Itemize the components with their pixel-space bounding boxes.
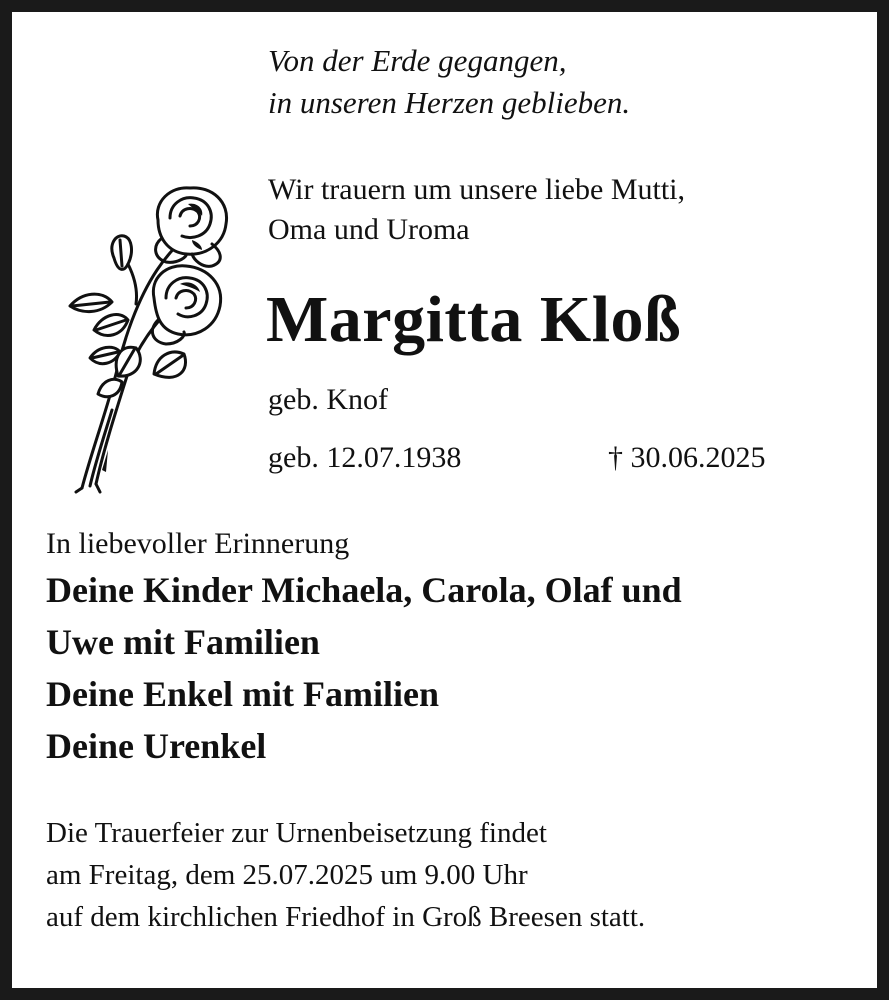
service-line-1: Die Trauerfeier zur Urnenbeisetzung findet: [46, 817, 547, 849]
mourner-line: Deine Kinder Michaela, Carola, Olaf und: [46, 570, 682, 610]
memory-label: In liebevoller Erinnerung: [46, 527, 350, 560]
maiden-name: geb. Knof: [268, 383, 388, 416]
motto-line-1: Von der Erde gegangen,: [268, 43, 567, 78]
rose-icon: [62, 180, 234, 496]
death-date: † 30.06.2025: [608, 441, 766, 474]
mourner-line: Deine Urenkel: [46, 726, 267, 766]
deceased-name: Margitta Kloß: [266, 283, 682, 356]
mourner-line: Deine Enkel mit Familien: [46, 674, 439, 714]
intro-line-1: Wir trauern um unsere liebe Mutti,: [268, 173, 685, 206]
service-line-2: am Freitag, dem 25.07.2025 um 9.00 Uhr: [46, 859, 528, 891]
mourner-line: Uwe mit Familien: [46, 622, 320, 662]
birth-date: geb. 12.07.1938: [268, 441, 462, 474]
motto-line-2: in unseren Herzen geblieben.: [268, 85, 631, 120]
intro-line-2: Oma und Uroma: [268, 213, 470, 246]
service-line-3: auf dem kirchlichen Friedhof in Groß Breesen statt.: [46, 901, 646, 933]
